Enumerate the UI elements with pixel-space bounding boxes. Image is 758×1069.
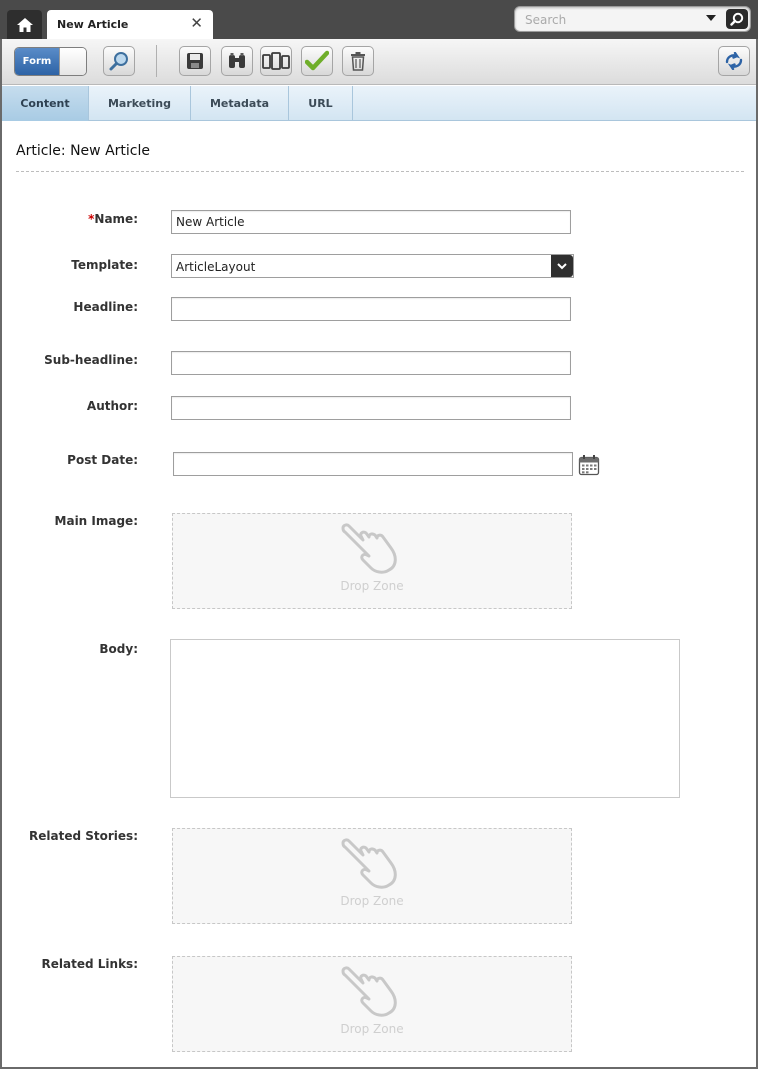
author-input[interactable]	[171, 396, 571, 420]
top-bar	[0, 0, 758, 39]
template-dropdown-button[interactable]	[551, 255, 573, 277]
post-date-label: Post Date:	[67, 453, 138, 467]
headline-input[interactable]	[171, 297, 571, 321]
name-label-text: Name:	[94, 212, 138, 226]
headline-label: Headline:	[73, 300, 138, 314]
body-label: Body:	[99, 642, 138, 656]
close-icon[interactable]: ✕	[190, 14, 203, 32]
title-divider	[16, 171, 744, 172]
form-view-toggle[interactable]	[14, 47, 87, 76]
home-icon	[16, 17, 34, 33]
search-button[interactable]	[726, 9, 748, 29]
pointing-hand-icon	[341, 522, 403, 574]
main-image-drop-zone[interactable]	[172, 513, 572, 609]
subheadline-input[interactable]	[171, 351, 571, 375]
home-button[interactable]	[7, 10, 42, 39]
sync-button[interactable]	[718, 46, 750, 76]
preview-icon	[108, 50, 130, 72]
related-stories-drop-zone[interactable]	[172, 828, 572, 924]
sync-icon	[723, 52, 745, 70]
pointing-hand-icon	[341, 965, 403, 1017]
drop-zone-label: Drop Zone	[340, 894, 404, 908]
template-select[interactable]	[171, 254, 574, 278]
template-value: ArticleLayout	[176, 260, 256, 274]
toggle-knob	[59, 48, 87, 75]
name-label	[0, 212, 138, 226]
save-button[interactable]	[179, 46, 211, 76]
required-marker: *	[88, 212, 95, 226]
tab-metadata[interactable]: Metadata	[191, 86, 289, 121]
form-toggle-label: Form	[15, 48, 59, 75]
template-label: Template:	[71, 258, 138, 272]
delete-button[interactable]	[342, 46, 374, 76]
name-input[interactable]	[171, 210, 571, 234]
save-icon	[186, 52, 204, 70]
toolbar	[2, 39, 756, 85]
toolbar-separator	[156, 45, 157, 77]
page-title: Article: New Article	[16, 143, 150, 159]
document-tab[interactable]	[47, 10, 213, 39]
binoculars-icon	[227, 52, 247, 70]
author-label: Author:	[86, 399, 138, 413]
subheadline-label: Sub-headline:	[44, 353, 138, 367]
compare-button[interactable]	[221, 46, 253, 76]
checkmark-icon	[305, 50, 329, 72]
related-links-drop-zone[interactable]	[172, 956, 572, 1052]
chevron-down-icon[interactable]	[706, 15, 716, 21]
related-stories-label: Related Stories:	[29, 829, 138, 843]
post-date-input[interactable]	[173, 452, 573, 476]
pointing-hand-icon	[341, 837, 403, 889]
devices-button[interactable]	[260, 46, 292, 76]
related-links-label: Related Links:	[41, 957, 138, 971]
main-image-label: Main Image:	[54, 514, 138, 528]
section-tabs	[2, 86, 756, 121]
search-icon	[730, 12, 744, 26]
calendar-icon[interactable]	[578, 454, 600, 476]
drop-zone-label: Drop Zone	[340, 1022, 404, 1036]
approve-button[interactable]	[301, 46, 333, 76]
document-tab-title: New Article	[57, 18, 129, 31]
preview-button[interactable]	[103, 46, 135, 76]
search-input[interactable]	[525, 12, 705, 28]
tab-content[interactable]: Content	[2, 86, 89, 121]
tab-url[interactable]: URL	[289, 86, 353, 121]
chevron-down-icon	[557, 263, 567, 270]
search-box	[514, 6, 751, 32]
tab-marketing[interactable]: Marketing	[89, 86, 191, 121]
devices-icon	[262, 52, 290, 70]
trash-icon	[350, 51, 366, 71]
body-editor[interactable]	[170, 639, 680, 798]
drop-zone-label: Drop Zone	[340, 579, 404, 593]
